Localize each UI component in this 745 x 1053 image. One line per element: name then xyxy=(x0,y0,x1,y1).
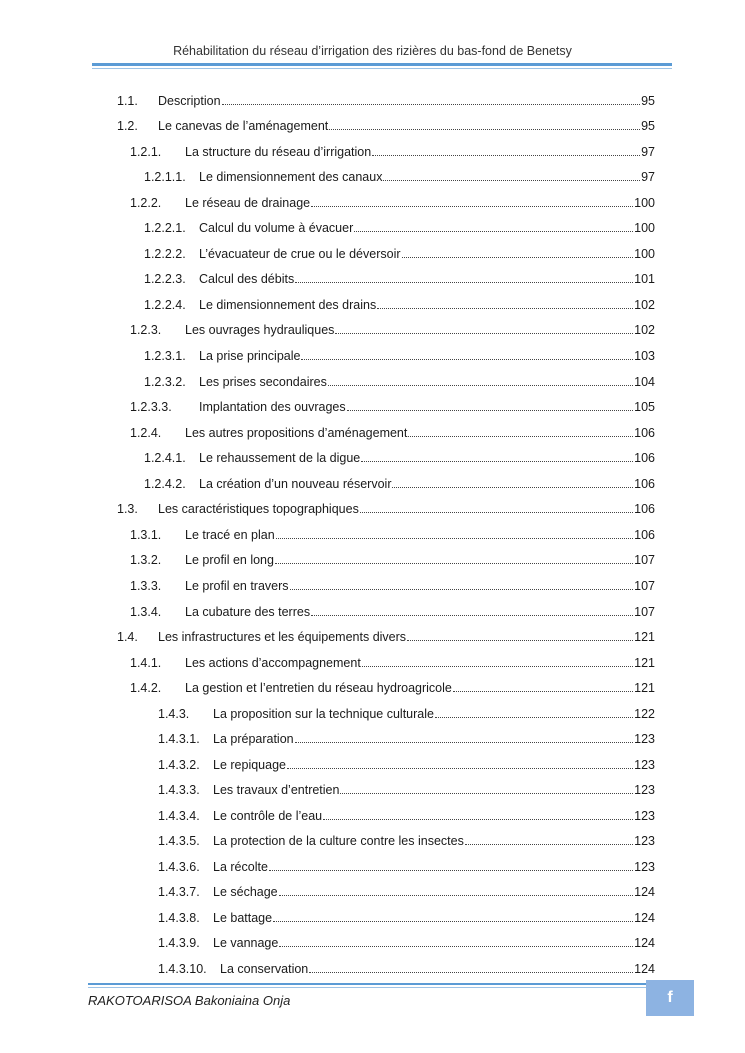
toc-dot-leader xyxy=(392,476,633,488)
toc-entry[interactable] xyxy=(130,680,655,696)
toc-entry-title: Les travaux d’entretien xyxy=(213,783,340,797)
toc-entry-page: 100 xyxy=(634,247,655,261)
toc-entry-page: 107 xyxy=(634,579,655,593)
toc-entry-title: Le tracé en plan xyxy=(185,528,275,542)
toc-dot-leader xyxy=(311,195,633,207)
toc-dot-leader xyxy=(290,578,634,590)
toc-dot-leader xyxy=(222,93,641,105)
toc-dot-leader xyxy=(273,910,633,922)
toc-dot-leader xyxy=(295,731,634,743)
toc-entry-page: 106 xyxy=(634,528,655,542)
toc-entry-page: 97 xyxy=(641,170,655,184)
toc-entry-page: 123 xyxy=(634,809,655,823)
toc-entry[interactable] xyxy=(117,93,655,109)
toc-dot-leader xyxy=(279,884,634,896)
toc-entry-number: 1.4.3.9. xyxy=(158,936,200,950)
toc-entry[interactable] xyxy=(158,961,655,977)
toc-entry-number: 1.4.3.1. xyxy=(158,732,200,746)
toc-entry[interactable] xyxy=(130,144,655,160)
toc-entry-number: 1.2.3.3. xyxy=(130,400,172,414)
toc-entry-title: La proposition sur la technique culturale xyxy=(213,707,434,721)
toc-entry-page: 105 xyxy=(634,400,655,414)
toc-entry-title: La prise principale xyxy=(199,349,301,363)
toc-entry-title: Le battage xyxy=(213,911,273,925)
toc-entry[interactable] xyxy=(130,578,655,594)
toc-dot-leader xyxy=(354,220,633,232)
toc-entry-page: 121 xyxy=(634,630,655,644)
toc-entry-number: 1.2.2.4. xyxy=(144,298,186,312)
toc-entry-title: Les infrastructures et les équipements divers xyxy=(158,630,407,644)
toc-entry-number: 1.4.3.3. xyxy=(158,783,200,797)
toc-entry-title: Le canevas de l’aménagement xyxy=(158,119,329,133)
toc-entry-title: Les actions d’accompagnement xyxy=(185,656,361,670)
toc-entry[interactable] xyxy=(158,833,655,849)
toc-entry-title: La gestion et l’entretien du réseau hydroagricole xyxy=(185,681,452,695)
toc-entry[interactable] xyxy=(144,476,655,492)
toc-entry-number: 1.4.2. xyxy=(130,681,162,695)
toc-entry-title: L’évacuateur de crue ou le déversoir xyxy=(199,247,401,261)
toc-entry[interactable] xyxy=(130,195,655,211)
toc-dot-leader xyxy=(309,961,633,973)
toc-entry-number: 1.3.1. xyxy=(130,528,162,542)
toc-dot-leader xyxy=(276,527,633,539)
toc-entry-number: 1.1. xyxy=(117,94,138,108)
toc-entry-number: 1.2. xyxy=(117,119,138,133)
toc-entry[interactable] xyxy=(130,527,655,543)
toc-entry-page: 97 xyxy=(641,145,655,159)
toc-entry[interactable] xyxy=(158,859,655,875)
toc-entry-title: Le dimensionnement des canaux xyxy=(199,170,383,184)
toc-entry-number: 1.3.3. xyxy=(130,579,162,593)
toc-entry-title: Le rehaussement de la digue xyxy=(199,451,361,465)
toc-entry-number: 1.3.4. xyxy=(130,605,162,619)
toc-dot-leader xyxy=(340,782,633,794)
toc-entry-page: 124 xyxy=(634,911,655,925)
toc-entry[interactable] xyxy=(144,271,655,287)
toc-entry-number: 1.2.1.1. xyxy=(144,170,186,184)
toc-dot-leader xyxy=(295,271,633,283)
toc-entry[interactable] xyxy=(158,935,655,951)
toc-entry-page: 95 xyxy=(641,94,655,108)
toc-entry-page: 124 xyxy=(634,936,655,950)
toc-entry-title: Le séchage xyxy=(213,885,278,899)
toc-entry-page: 106 xyxy=(634,426,655,440)
toc-dot-leader xyxy=(453,680,633,692)
toc-entry-page: 123 xyxy=(634,783,655,797)
toc-entry-title: Le repiquage xyxy=(213,758,286,772)
toc-entry-number: 1.2.4.1. xyxy=(144,451,186,465)
toc-entry[interactable] xyxy=(117,118,655,134)
toc-entry-title: La protection de la culture contre les insectes xyxy=(213,834,464,848)
toc-entry-number: 1.2.3.1. xyxy=(144,349,186,363)
toc-entry[interactable] xyxy=(144,169,655,185)
toc-entry-title: Le profil en long xyxy=(185,553,274,567)
toc-entry-title: Les caractéristiques topographiques xyxy=(158,502,359,516)
toc-entry-title: Description xyxy=(158,94,221,108)
toc-entry[interactable] xyxy=(144,220,655,236)
toc-entry-number: 1.4.3.10. xyxy=(158,962,207,976)
toc-dot-leader xyxy=(323,808,633,820)
toc-entry-page: 121 xyxy=(634,681,655,695)
toc-entry-title: Le vannage xyxy=(213,936,279,950)
toc-entry-page: 102 xyxy=(634,298,655,312)
toc-entry-page: 107 xyxy=(634,553,655,567)
toc-entry[interactable] xyxy=(117,501,655,517)
toc-entry[interactable] xyxy=(144,348,655,364)
toc-entry-title: Le profil en travers xyxy=(185,579,289,593)
toc-entry-number: 1.2.2.2. xyxy=(144,247,186,261)
toc-dot-leader xyxy=(361,450,633,462)
toc-dot-leader xyxy=(347,399,634,411)
footer-author: RAKOTOARISOA Bakoniaina Onja xyxy=(88,993,291,1008)
footer-rule xyxy=(88,983,646,985)
toc-entry-number: 1.4.1. xyxy=(130,656,162,670)
toc-dot-leader xyxy=(465,833,633,845)
toc-entry[interactable] xyxy=(144,297,655,313)
toc-entry-page: 102 xyxy=(634,323,655,337)
toc-entry[interactable] xyxy=(158,706,655,722)
toc-entry-page: 106 xyxy=(634,502,655,516)
toc-entry-number: 1.4.3. xyxy=(158,707,190,721)
toc-entry-number: 1.3. xyxy=(117,502,138,516)
toc-entry-number: 1.4.3.2. xyxy=(158,758,200,772)
toc-entry-page: 104 xyxy=(634,375,655,389)
toc-dot-leader xyxy=(360,501,633,513)
toc-dot-leader xyxy=(287,757,633,769)
toc-entry-page: 124 xyxy=(634,885,655,899)
toc-entry-page: 100 xyxy=(634,221,655,235)
page-header-title: Réhabilitation du réseau d’irrigation des rizières du bas-fond de Benetsy xyxy=(173,44,572,58)
toc-dot-leader xyxy=(335,322,633,334)
toc-entry[interactable] xyxy=(144,374,655,390)
toc-entry[interactable] xyxy=(144,246,655,262)
toc-entry-page: 124 xyxy=(634,962,655,976)
toc-dot-leader xyxy=(372,144,640,156)
toc-entry-title: La création d’un nouveau réservoir xyxy=(199,477,392,491)
toc-entry-title: Le réseau de drainage xyxy=(185,196,311,210)
toc-dot-leader xyxy=(362,655,633,667)
footer-rule-thin xyxy=(88,987,646,988)
toc-entry-page: 107 xyxy=(634,605,655,619)
toc-entry[interactable] xyxy=(158,910,655,926)
toc-entry-number: 1.3.2. xyxy=(130,553,162,567)
toc-entry[interactable] xyxy=(158,808,655,824)
toc-entry-number: 1.4.3.6. xyxy=(158,860,200,874)
toc-dot-leader xyxy=(377,297,633,309)
toc-entry-page: 106 xyxy=(634,477,655,491)
toc-entry-number: 1.4. xyxy=(117,630,138,644)
toc-entry[interactable] xyxy=(130,552,655,568)
toc-entry-number: 1.4.3.8. xyxy=(158,911,200,925)
toc-entry[interactable] xyxy=(158,731,655,747)
toc-entry-title: Le contrôle de l’eau xyxy=(213,809,323,823)
toc-entry-title: La conservation xyxy=(220,962,309,976)
toc-entry-page: 121 xyxy=(634,656,655,670)
toc-dot-leader xyxy=(402,246,634,258)
header-rule xyxy=(92,63,672,66)
toc-entry-title: Implantation des ouvrages xyxy=(199,400,346,414)
toc-entry-page: 123 xyxy=(634,732,655,746)
toc-dot-leader xyxy=(311,604,633,616)
page-number-badge: f xyxy=(646,980,694,1016)
toc-entry-number: 1.2.2.3. xyxy=(144,272,186,286)
toc-entry-title: La récolte xyxy=(213,860,268,874)
toc-dot-leader xyxy=(329,118,640,130)
toc-entry-page: 123 xyxy=(634,758,655,772)
toc-entry-title: Calcul des débits xyxy=(199,272,295,286)
toc-dot-leader xyxy=(275,552,633,564)
toc-entry[interactable] xyxy=(130,655,655,671)
toc-entry-title: Les autres propositions d’aménagement xyxy=(185,426,408,440)
toc-dot-leader xyxy=(383,169,640,181)
toc-entry-page: 100 xyxy=(634,196,655,210)
toc-dot-leader xyxy=(328,374,633,386)
toc-dot-leader xyxy=(269,859,633,871)
toc-entry-number: 1.2.3. xyxy=(130,323,162,337)
toc-entry[interactable] xyxy=(158,782,655,798)
toc-entry-number: 1.4.3.7. xyxy=(158,885,200,899)
toc-entry-title: Le dimensionnement des drains xyxy=(199,298,377,312)
toc-entry-page: 101 xyxy=(634,272,655,286)
toc-entry-title: La structure du réseau d’irrigation xyxy=(185,145,372,159)
toc-entry-number: 1.2.4.2. xyxy=(144,477,186,491)
toc-entry[interactable] xyxy=(158,884,655,900)
toc-entry-title: Calcul du volume à évacuer xyxy=(199,221,354,235)
toc-entry[interactable] xyxy=(130,399,655,415)
toc-entry-number: 1.2.2. xyxy=(130,196,162,210)
toc-entry[interactable] xyxy=(130,604,655,620)
toc-entry[interactable] xyxy=(130,322,655,338)
toc-entry-number: 1.2.1. xyxy=(130,145,162,159)
toc-entry[interactable] xyxy=(117,629,655,645)
toc-dot-leader xyxy=(407,629,633,641)
toc-dot-leader xyxy=(435,706,633,718)
toc-entry-title: La cubature des terres xyxy=(185,605,311,619)
toc-entry-title: La préparation xyxy=(213,732,294,746)
toc-entry-page: 95 xyxy=(641,119,655,133)
toc-entry-number: 1.4.3.4. xyxy=(158,809,200,823)
toc-entry-page: 123 xyxy=(634,860,655,874)
toc-entry-page: 122 xyxy=(634,707,655,721)
toc-entry-page: 123 xyxy=(634,834,655,848)
toc-entry[interactable] xyxy=(158,757,655,773)
toc-entry-number: 1.2.4. xyxy=(130,426,162,440)
toc-entry-page: 103 xyxy=(634,349,655,363)
toc-entry[interactable] xyxy=(144,450,655,466)
toc-dot-leader xyxy=(408,425,633,437)
toc-entry-number: 1.4.3.5. xyxy=(158,834,200,848)
toc-entry-page: 106 xyxy=(634,451,655,465)
toc-entry-number: 1.2.3.2. xyxy=(144,375,186,389)
toc-entry-title: Les prises secondaires xyxy=(199,375,327,389)
toc-dot-leader xyxy=(279,935,633,947)
toc-entry-title: Les ouvrages hydrauliques xyxy=(185,323,335,337)
toc-entry[interactable] xyxy=(130,425,655,441)
header-rule-thin xyxy=(92,68,672,69)
toc-entry-number: 1.2.2.1. xyxy=(144,221,186,235)
toc-dot-leader xyxy=(301,348,633,360)
